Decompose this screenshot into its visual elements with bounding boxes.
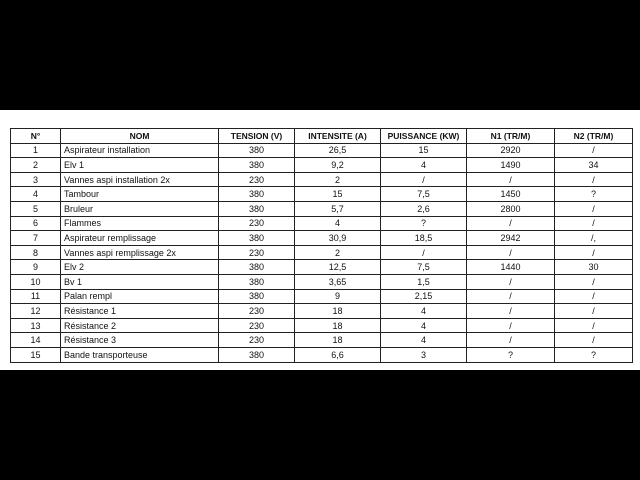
cell-n1-speed: 2800 — [467, 201, 555, 216]
table-row — [11, 172, 633, 187]
cell-name: Bande transporteuse — [61, 347, 219, 362]
cell-power: ? — [381, 216, 467, 231]
cell-n2-speed: ? — [555, 187, 633, 202]
cell-n1-speed: 1490 — [467, 158, 555, 173]
cell-n1-speed: / — [467, 318, 555, 333]
cell-power: / — [381, 245, 467, 260]
cell-n1-speed: / — [467, 274, 555, 289]
cell-power: 3 — [381, 347, 467, 362]
cell-n2-speed: / — [555, 143, 633, 158]
cell-number: 3 — [11, 172, 61, 187]
cell-voltage: 380 — [219, 143, 295, 158]
cell-n1-speed: 2942 — [467, 231, 555, 246]
cell-n1-speed: 1440 — [467, 260, 555, 275]
cell-voltage: 230 — [219, 304, 295, 319]
table-row — [11, 187, 633, 202]
cell-number: 14 — [11, 333, 61, 348]
cell-n2-speed: 34 — [555, 158, 633, 173]
cell-name: Résistance 1 — [61, 304, 219, 319]
table-header-row — [11, 129, 633, 144]
cell-voltage: 380 — [219, 289, 295, 304]
cell-power: 2,6 — [381, 201, 467, 216]
cell-number: 2 — [11, 158, 61, 173]
cell-current: 30,9 — [295, 231, 381, 246]
cell-n2-speed: ? — [555, 347, 633, 362]
cell-voltage: 230 — [219, 333, 295, 348]
cell-name: Bruleur — [61, 201, 219, 216]
cell-number: 12 — [11, 304, 61, 319]
cell-number: 15 — [11, 347, 61, 362]
cell-name: Aspirateur installation — [61, 143, 219, 158]
cell-n2-speed: / — [555, 172, 633, 187]
cell-number: 1 — [11, 143, 61, 158]
table-row — [11, 231, 633, 246]
cell-power: 15 — [381, 143, 467, 158]
table-body — [11, 143, 633, 362]
header-voltage: TENSION (V) — [219, 129, 295, 144]
cell-current: 2 — [295, 245, 381, 260]
cell-name: Résistance 2 — [61, 318, 219, 333]
cell-voltage: 380 — [219, 201, 295, 216]
cell-number: 8 — [11, 245, 61, 260]
cell-name: Vannes aspi installation 2x — [61, 172, 219, 187]
cell-n1-speed: ? — [467, 347, 555, 362]
cell-number: 4 — [11, 187, 61, 202]
cell-current: 26,5 — [295, 143, 381, 158]
cell-name: Palan rempl — [61, 289, 219, 304]
cell-current: 15 — [295, 187, 381, 202]
cell-voltage: 230 — [219, 172, 295, 187]
cell-n1-speed: / — [467, 172, 555, 187]
cell-number: 10 — [11, 274, 61, 289]
cell-n1-speed: 1450 — [467, 187, 555, 202]
table-row — [11, 143, 633, 158]
cell-power: 2,15 — [381, 289, 467, 304]
motor-specs-table — [10, 128, 633, 363]
cell-power: / — [381, 172, 467, 187]
cell-n2-speed: / — [555, 245, 633, 260]
cell-power: 18,5 — [381, 231, 467, 246]
cell-voltage: 380 — [219, 231, 295, 246]
cell-power: 4 — [381, 318, 467, 333]
cell-voltage: 380 — [219, 158, 295, 173]
cell-voltage: 380 — [219, 347, 295, 362]
table-row — [11, 216, 633, 231]
cell-n1-speed: / — [467, 289, 555, 304]
cell-power: 4 — [381, 304, 467, 319]
header-current: INTENSITE (A) — [295, 129, 381, 144]
cell-n2-speed: / — [555, 333, 633, 348]
cell-voltage: 380 — [219, 274, 295, 289]
cell-current: 6,6 — [295, 347, 381, 362]
cell-n1-speed: / — [467, 245, 555, 260]
cell-current: 2 — [295, 172, 381, 187]
cell-number: 7 — [11, 231, 61, 246]
header-n1-speed: N1 (TR/M) — [467, 129, 555, 144]
cell-current: 4 — [295, 216, 381, 231]
cell-number: 11 — [11, 289, 61, 304]
cell-power: 4 — [381, 158, 467, 173]
cell-voltage: 230 — [219, 216, 295, 231]
table-row — [11, 260, 633, 275]
cell-number: 9 — [11, 260, 61, 275]
cell-name: Vannes aspi remplissage 2x — [61, 245, 219, 260]
cell-power: 1,5 — [381, 274, 467, 289]
cell-name: Résistance 3 — [61, 333, 219, 348]
cell-current: 3,65 — [295, 274, 381, 289]
cell-n1-speed: / — [467, 304, 555, 319]
table-row — [11, 333, 633, 348]
cell-name: Tambour — [61, 187, 219, 202]
cell-power: 7,5 — [381, 187, 467, 202]
cell-voltage: 230 — [219, 245, 295, 260]
cell-n1-speed: / — [467, 216, 555, 231]
cell-n2-speed: / — [555, 289, 633, 304]
cell-current: 18 — [295, 304, 381, 319]
header-number: N° — [11, 129, 61, 144]
cell-n2-speed: / — [555, 318, 633, 333]
cell-voltage: 380 — [219, 260, 295, 275]
cell-current: 9,2 — [295, 158, 381, 173]
cell-n1-speed: 2920 — [467, 143, 555, 158]
cell-n2-speed: / — [555, 201, 633, 216]
table-row — [11, 158, 633, 173]
cell-current: 18 — [295, 333, 381, 348]
cell-current: 9 — [295, 289, 381, 304]
cell-name: Bv 1 — [61, 274, 219, 289]
cell-n2-speed: 30 — [555, 260, 633, 275]
table-row — [11, 318, 633, 333]
header-n2-speed: N2 (TR/M) — [555, 129, 633, 144]
cell-n2-speed: / — [555, 274, 633, 289]
cell-power: 7,5 — [381, 260, 467, 275]
cell-voltage: 230 — [219, 318, 295, 333]
cell-n2-speed: / — [555, 216, 633, 231]
document-page — [0, 110, 640, 370]
cell-power: 4 — [381, 333, 467, 348]
cell-n1-speed: / — [467, 333, 555, 348]
cell-current: 18 — [295, 318, 381, 333]
cell-name: Elv 1 — [61, 158, 219, 173]
table-row — [11, 289, 633, 304]
table-row — [11, 245, 633, 260]
cell-voltage: 380 — [219, 187, 295, 202]
cell-number: 5 — [11, 201, 61, 216]
cell-number: 13 — [11, 318, 61, 333]
table-row — [11, 274, 633, 289]
table-row — [11, 347, 633, 362]
cell-current: 5,7 — [295, 201, 381, 216]
cell-n2-speed: /, — [555, 231, 633, 246]
table-row — [11, 304, 633, 319]
cell-number: 6 — [11, 216, 61, 231]
cell-n2-speed: / — [555, 304, 633, 319]
cell-name: Aspirateur remplissage — [61, 231, 219, 246]
cell-name: Flammes — [61, 216, 219, 231]
cell-current: 12,5 — [295, 260, 381, 275]
header-power: PUISSANCE (KW) — [381, 129, 467, 144]
table-row — [11, 201, 633, 216]
cell-name: Elv 2 — [61, 260, 219, 275]
header-name: NOM — [61, 129, 219, 144]
